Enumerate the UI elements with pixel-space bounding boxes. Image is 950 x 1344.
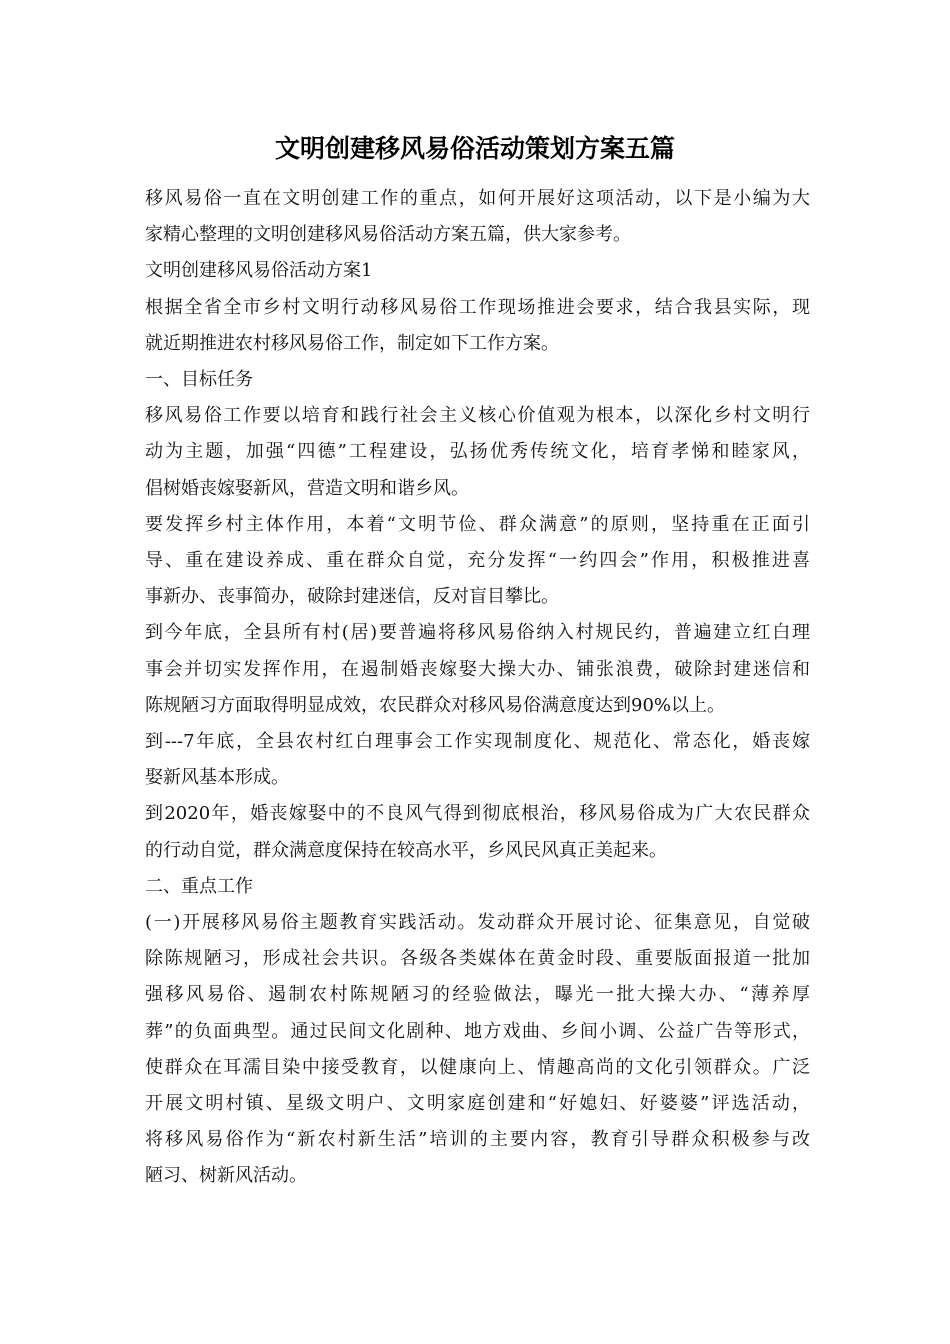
text-line: 娶新风基本形成。	[145, 767, 289, 789]
text-line: (一)开展移风易俗主题教育实践活动。发动群众开展讨论、征集意见，自觉破	[145, 912, 810, 934]
text-line: 陈规陋习方面取得明显成效，农民群众对移风易俗满意度达到90%以上。	[145, 694, 726, 716]
text-line: 二、重点工作	[145, 875, 253, 897]
text-line: 葬”的负面典型。通过民间文化剧种、地方戏曲、乡间小调、公益广告等形式，	[145, 1020, 810, 1042]
text-line: 要发挥乡村主体作用，本着“文明节俭、群众满意”的原则，坚持重在正面引	[145, 513, 810, 535]
section-heading-key-work	[145, 869, 810, 905]
text-line: 到今年底，全县所有村(居)要普遍将移风易俗纳入村规民约，普遍建立红白理	[145, 622, 810, 644]
paragraph-goals-4	[145, 724, 810, 796]
text-line: 动为主题，加强“四德”工程建设，弘扬优秀传统文化，培育孝悌和睦家风，	[145, 441, 810, 463]
paragraph-intro	[145, 181, 810, 253]
paragraph-goals-1	[145, 398, 810, 507]
text-line: 倡树婚丧嫁娶新风，营造文明和谐乡风。	[145, 477, 469, 499]
paragraph-key-work-1	[145, 905, 810, 1195]
text-line: 导、重在建设养成、重在群众自觉，充分发挥“一约四会”作用，积极推进喜	[145, 550, 810, 572]
paragraph-goals-5	[145, 796, 810, 868]
section-heading-goals	[145, 362, 810, 398]
text-line: 除陈规陋习，形成社会共识。各级各类媒体在黄金时段、重要版面报道一批加	[145, 948, 810, 970]
text-line: 一、目标任务	[145, 369, 253, 391]
text-line: 家精心整理的文明创建移风易俗活动方案五篇，供大家参考。	[145, 224, 631, 246]
text-line: 就近期推进农村移风易俗工作，制定如下工作方案。	[145, 332, 559, 354]
text-line: 强移风易俗、遏制农村陈规陋习的经验做法，曝光一批大操大办、“薄养厚	[145, 984, 810, 1006]
text-line: 陋习、树新风活动。	[145, 1165, 307, 1187]
text-line: 开展文明村镇、星级文明户、文明家庭创建和“好媳妇、好婆婆”评选活动，	[145, 1093, 810, 1115]
text-line: 移风易俗一直在文明创建工作的重点，如何开展好这项活动，以下是小编为大	[145, 188, 810, 209]
document-title: 文明创建移风易俗活动策划方案五篇	[274, 134, 675, 163]
paragraph-goals-2	[145, 507, 810, 616]
section-heading-plan-1	[145, 253, 810, 289]
text-line: 移风易俗工作要以培育和践行社会主义核心价值观为根本，以深化乡村文明行	[145, 405, 810, 427]
paragraph-goals-3	[145, 615, 810, 724]
document-body	[145, 181, 810, 1195]
text-line: 的行动自觉，群众满意度保持在较高水平，乡风民风真正美起来。	[145, 839, 667, 861]
text-line: 将移风易俗作为“新农村新生活”培训的主要内容，教育引导群众积极参与改	[145, 1129, 810, 1151]
text-line: 到2020年，婚丧嫁娶中的不良风气得到彻底根治，移风易俗成为广大农民群众	[145, 803, 810, 825]
text-line: 使群众在耳濡目染中接受教育，以健康向上、情趣高尚的文化引领群众。广泛	[145, 1056, 810, 1078]
text-line: 根据全省全市乡村文明行动移风易俗工作现场推进会要求，结合我县实际，现	[145, 296, 810, 318]
paragraph-basis	[145, 290, 810, 362]
text-line: 事会并切实发挥作用，在遏制婚丧嫁娶大操大办、铺张浪费，破除封建迷信和	[145, 658, 810, 680]
text-line: 到---7年底，全县农村红白理事会工作实现制度化、规范化、常态化，婚丧嫁	[145, 731, 810, 753]
text-line: 文明创建移风易俗活动方案1	[145, 260, 373, 282]
text-line: 事新办、丧事简办，破除封建迷信，反对盲目攀比。	[145, 586, 559, 608]
